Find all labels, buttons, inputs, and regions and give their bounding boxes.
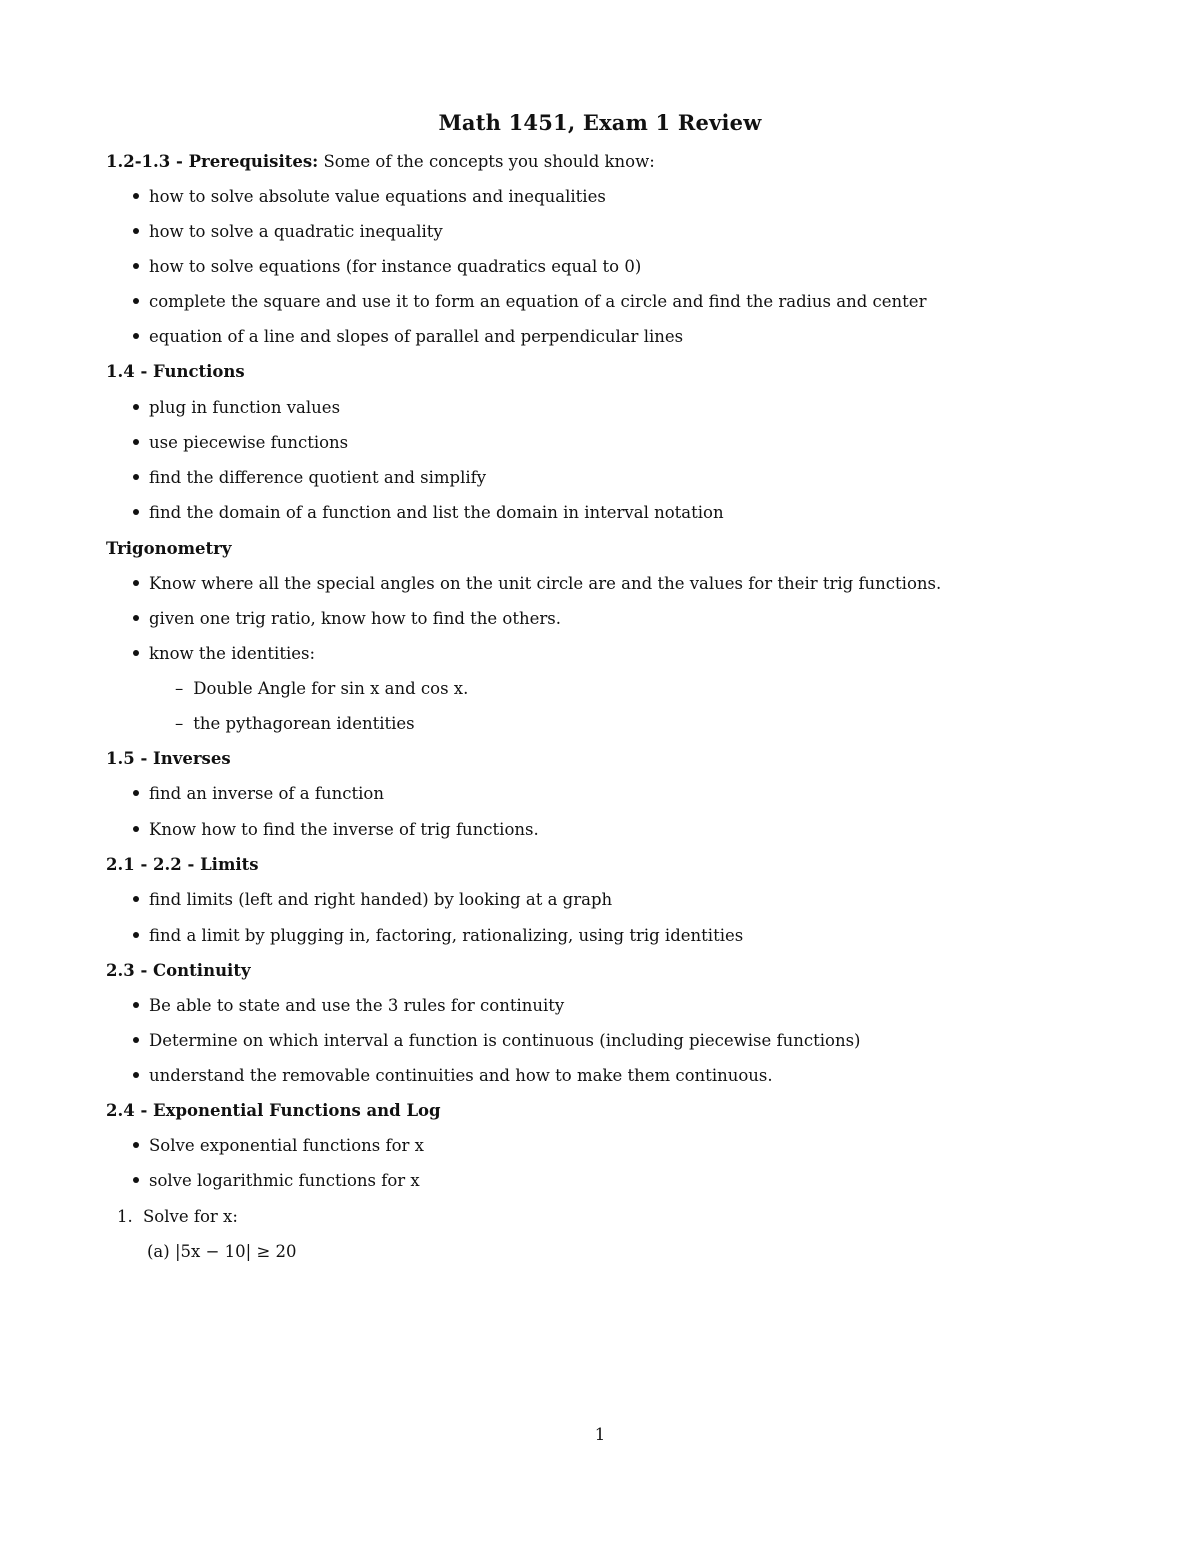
bullet-icon [133, 228, 139, 234]
list-item: find the difference quotient and simplify [133, 466, 486, 490]
list-item: understand the removable continuities and how to make them continuous. [133, 1064, 773, 1088]
section-heading-limits: 2.1 - 2.2 - Limits [106, 855, 259, 874]
dash-icon: – [175, 714, 184, 733]
dash-icon: – [175, 679, 184, 698]
bullet-icon [133, 509, 139, 515]
bullet-icon [133, 826, 139, 832]
bullet-icon [133, 1072, 139, 1078]
list-item: use piecewise functions [133, 431, 348, 455]
section-heading-continuity: 2.3 - Continuity [106, 961, 251, 980]
sub-list-item: – the pythagorean identities [175, 714, 415, 733]
bullet-icon [133, 932, 139, 938]
list-item: find an inverse of a function [133, 782, 384, 806]
bullet-icon [133, 298, 139, 304]
section-heading-inverses: 1.5 - Inverses [106, 749, 231, 768]
bullet-icon [133, 615, 139, 621]
problem-1a [147, 1240, 297, 1264]
bullet-icon [133, 790, 139, 796]
bullet-icon [133, 580, 139, 586]
bullet-icon [133, 650, 139, 656]
bullet-icon [133, 404, 139, 410]
problem-text: Solve for x: [143, 1207, 238, 1226]
list-item: find the domain of a function and list the domain in interval notation [133, 501, 724, 525]
list-item: given one trig ratio, know how to find the others. [133, 607, 561, 631]
sub-list-item: – Double Angle for sin x and cos x. [175, 679, 469, 698]
bullet-icon [133, 896, 139, 902]
bullet-icon [133, 1142, 139, 1148]
bullet-icon [133, 1177, 139, 1183]
list-item: solve logarithmic functions for x [133, 1169, 420, 1193]
list-item: Know where all the special angles on the unit circle are and the values for their trig functions. [133, 572, 941, 596]
bullet-icon [133, 474, 139, 480]
section-heading-trigonometry: Trigonometry [106, 539, 232, 558]
problem-1 [117, 1205, 238, 1229]
problem-part-label: (a) [147, 1242, 170, 1261]
list-item: Solve exponential functions for x [133, 1134, 424, 1158]
page-title: Math 1451, Exam 1 Review [438, 110, 762, 135]
list-item: equation of a line and slopes of parallel and perpendicular lines [133, 325, 683, 349]
section-heading-functions: 1.4 - Functions [106, 362, 245, 381]
bullet-icon [133, 1037, 139, 1043]
list-item: Know how to find the inverse of trig functions. [133, 818, 539, 842]
problem-number: 1. [117, 1207, 133, 1226]
list-item: know the identities: [133, 642, 315, 666]
list-item: plug in function values [133, 396, 340, 420]
list-item: how to solve absolute value equations and inequalities [133, 185, 606, 209]
bullet-icon [133, 333, 139, 339]
list-item: find limits (left and right handed) by looking at a graph [133, 888, 612, 912]
list-item: Be able to state and use the 3 rules for continuity [133, 994, 564, 1018]
list-item: how to solve a quadratic inequality [133, 220, 443, 244]
section-heading-exponential-log: 2.4 - Exponential Functions and Log [106, 1101, 441, 1120]
problem-part-text: |5x − 10| ≥ 20 [174, 1242, 297, 1261]
bullet-icon [133, 1002, 139, 1008]
list-item: complete the square and use it to form an equation of a circle and find the radius and center [133, 290, 926, 314]
section-intro: Some of the concepts you should know: [318, 152, 655, 171]
page-number: 1 [594, 1425, 606, 1444]
list-item: find a limit by plugging in, factoring, rationalizing, using trig identities [133, 924, 743, 948]
bullet-icon [133, 263, 139, 269]
list-item: how to solve equations (for instance quadratics equal to 0) [133, 255, 641, 279]
bullet-icon [133, 193, 139, 199]
list-item: Determine on which interval a function is continuous (including piecewise functions) [133, 1029, 861, 1053]
bullet-icon [133, 439, 139, 445]
section-heading-prerequisites: 1.2-1.3 - Prerequisites: Some of the concepts you should know: [106, 152, 655, 171]
